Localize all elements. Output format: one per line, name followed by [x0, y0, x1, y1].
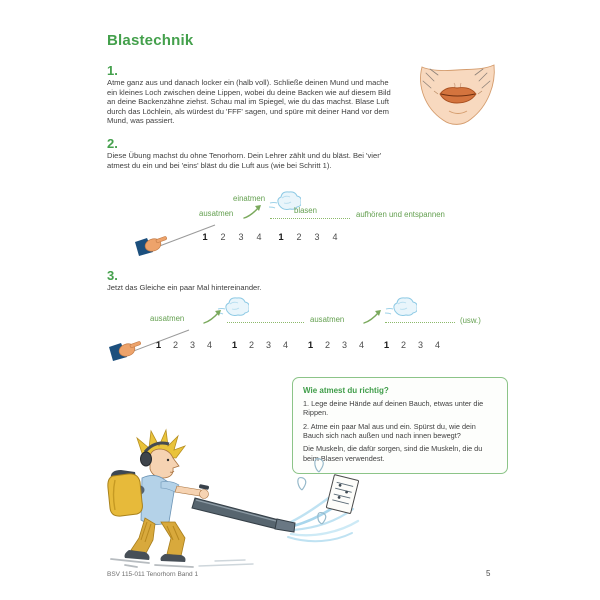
- page-title: Blastechnik: [107, 32, 194, 49]
- step-2-text: Diese Übung machst du ohne Tenorhorn. Dein Lehrer zählt und du bläst. Bei 'vier' atmest du ein und bei 'eins' bläst du die Luft aus (wie bei Schritt 1).: [107, 151, 382, 170]
- step-2-number: 2.: [107, 136, 118, 151]
- usw-label: (usw.): [460, 316, 481, 325]
- count-number: 1: [307, 340, 314, 351]
- ausatmen-label: ausatmen: [310, 315, 345, 324]
- count-number: 4: [434, 340, 440, 350]
- stop-label: aufhören und entspannen: [356, 210, 445, 219]
- count-number: 4: [358, 340, 364, 350]
- count-number: 2: [172, 340, 178, 350]
- count-number: 2: [400, 340, 406, 350]
- blasen-duration-dots: [227, 322, 304, 323]
- leaf-blower-cartoon: [95, 428, 380, 570]
- ausatmen-label: ausatmen: [199, 209, 234, 218]
- step-3-text: Jetzt das Gleiche ein paar Mal hintereinander.: [107, 283, 262, 292]
- count-number: 4: [332, 232, 338, 242]
- count-number: 1: [278, 232, 284, 243]
- count-number: 3: [314, 232, 320, 242]
- count-number: 2: [220, 232, 226, 242]
- count-number: 2: [296, 232, 302, 242]
- count-number: 4: [206, 340, 212, 350]
- breathing-diagram-2: [107, 293, 527, 363]
- count-number: 4: [256, 232, 262, 242]
- count-number: 2: [324, 340, 330, 350]
- count-number: 3: [238, 232, 244, 242]
- count-number: 3: [189, 340, 195, 350]
- curved-arrow-icon: [202, 308, 224, 325]
- einatmen-label: einatmen: [233, 194, 266, 203]
- count-number: 1: [231, 340, 238, 351]
- footer-imprint: BSV 115-011 Tenorhorn Band 1: [107, 571, 199, 578]
- breathing-diagram-1: [107, 190, 527, 256]
- flying-paper: [326, 475, 358, 514]
- page-number: 5: [486, 569, 491, 578]
- pursed-lips-face-illustration: [413, 60, 501, 132]
- step-3-number: 3.: [107, 268, 118, 283]
- count-row-2: [150, 340, 446, 351]
- tip-note: Die Muskeln, die dafür sorgen, sind die Muskeln, die du beim Blasen verwendest.: [303, 444, 483, 463]
- blasen-label: blasen: [294, 206, 317, 215]
- tip-item-2: 2. Atme ein paar Mal aus und ein. Spürst du, wie dein Bauch sich nach außen und nach innen bewegt?: [303, 421, 476, 440]
- ausatmen-label: ausatmen: [150, 314, 185, 323]
- count-number: 4: [282, 340, 288, 350]
- count-number: 1: [202, 232, 208, 243]
- tip-box-title: Wie atmest du richtig?: [303, 386, 389, 395]
- step-1-text: Atme ganz aus und danach locker ein (halb voll). Schließe deinen Mund und mache ein kleines Loch zwischen deine Lippen, wobei du deine Backen wie auf diesem Bild an deine Backenzähne ziehst. Schau mal im Spiegel, wie du das machst. Blase Luft durch das Löchlein, als würdest du 'FFF' sagen, und spüre mit deiner Hand vor dem Mund, was passiert.: [107, 78, 391, 126]
- count-number: 3: [341, 340, 347, 350]
- count-row-1: [196, 232, 344, 243]
- count-number: 2: [248, 340, 254, 350]
- count-number: 3: [417, 340, 423, 350]
- tip-item-1: 1. Lege deine Hände auf deinen Bauch, etwas unter die Rippen.: [303, 399, 484, 418]
- curved-arrow-icon: [362, 308, 384, 325]
- count-number: 1: [155, 340, 162, 351]
- count-number: 1: [383, 340, 390, 351]
- blasen-duration-dots: [270, 218, 350, 219]
- breath-cloud-icon: [383, 294, 417, 319]
- count-number: 3: [265, 340, 271, 350]
- blasen-duration-dots: [385, 322, 455, 323]
- step-1-number: 1.: [107, 63, 118, 78]
- curved-arrow-icon: [242, 203, 264, 220]
